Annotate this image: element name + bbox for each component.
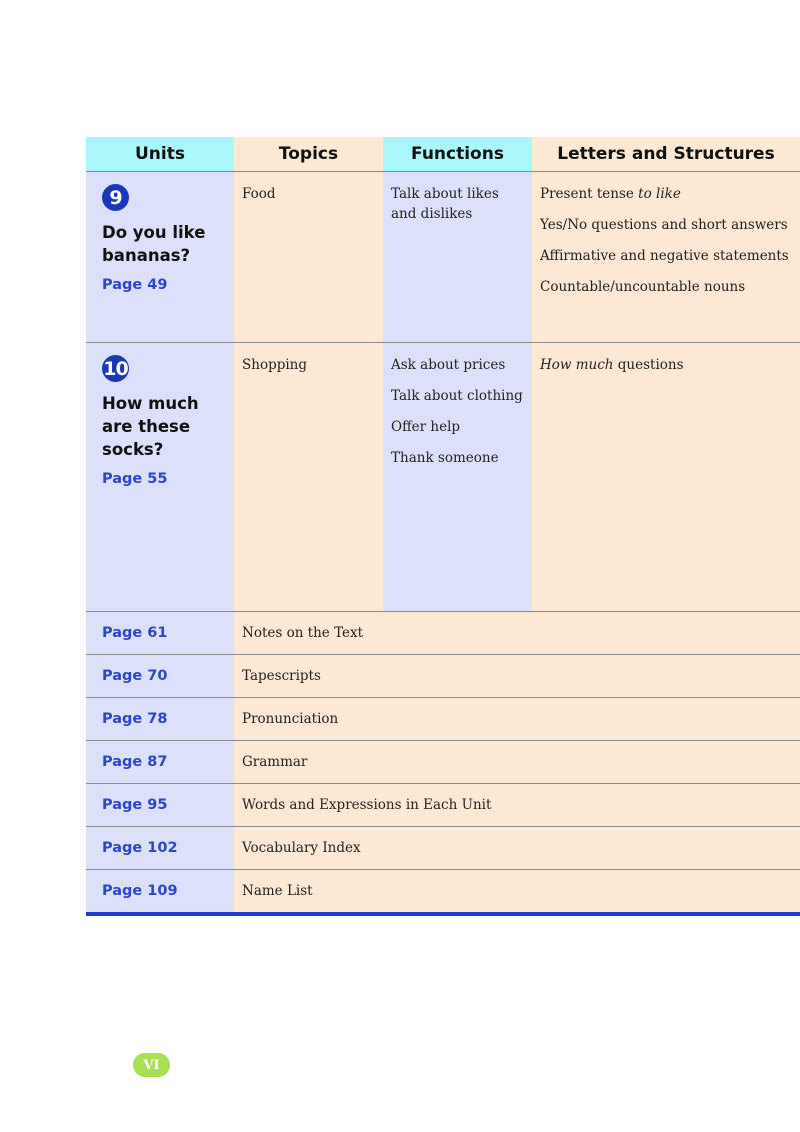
appendix-title: Name List	[234, 870, 800, 912]
table-bottom-rule	[86, 912, 800, 916]
appendix-page-link[interactable]: Page 61	[86, 612, 234, 654]
appendix-page-link[interactable]: Page 87	[86, 741, 234, 783]
unit-title: Do you like bananas?	[102, 223, 206, 265]
unit-number-badge: 10	[102, 355, 129, 382]
appendix-row	[86, 740, 800, 783]
functions-cell	[383, 343, 532, 611]
function-item: Offer help	[391, 419, 461, 435]
appendix-title: Notes on the Text	[234, 612, 800, 654]
appendix-row	[86, 869, 800, 912]
unit-number-badge: 9	[102, 184, 129, 211]
functions-cell	[383, 172, 532, 342]
structure-italic: How much	[540, 357, 614, 373]
structure-item: Yes/No questions and short answers	[540, 217, 788, 233]
unit-title: How much are these socks?	[102, 394, 199, 459]
function-item: Ask about prices	[391, 357, 506, 373]
function-item: Talk about clothing	[391, 388, 523, 404]
table-header	[86, 137, 800, 171]
function-item: Thank someone	[391, 450, 499, 466]
topic-text: Shopping	[242, 357, 308, 373]
header-letters-structures: Letters and Structures	[532, 137, 800, 171]
header-functions: Functions	[383, 137, 532, 171]
structure-item	[540, 355, 792, 375]
appendix-title: Grammar	[234, 741, 800, 783]
letters-structures-cell	[532, 172, 800, 342]
unit-cell	[86, 172, 234, 342]
header-topics: Topics	[234, 137, 383, 171]
appendix-row	[86, 654, 800, 697]
appendix-page-link[interactable]: Page 102	[86, 827, 234, 869]
appendix-title: Tapescripts	[234, 655, 800, 697]
unit-row	[86, 171, 800, 342]
header-units: Units	[86, 137, 234, 171]
appendix-title: Pronunciation	[234, 698, 800, 740]
topics-cell	[234, 172, 383, 342]
appendix-page-link[interactable]: Page 70	[86, 655, 234, 697]
appendix-title: Vocabulary Index	[234, 827, 800, 869]
appendix-row	[86, 826, 800, 869]
appendix-page-link[interactable]: Page 78	[86, 698, 234, 740]
structure-item: Countable/uncountable nouns	[540, 279, 746, 295]
function-item: Talk about likes and dislikes	[391, 186, 499, 222]
unit-page-link[interactable]: Page 55	[102, 471, 168, 487]
appendix-row	[86, 783, 800, 826]
unit-row	[86, 342, 800, 611]
appendix-page-link[interactable]: Page 109	[86, 870, 234, 912]
structure-italic: to like	[638, 186, 681, 202]
structure-text: Present tense	[540, 186, 639, 202]
appendix-page-link[interactable]: Page 95	[86, 784, 234, 826]
appendix-row	[86, 611, 800, 654]
topic-text: Food	[242, 186, 276, 202]
structure-text: questions	[613, 357, 684, 373]
unit-cell	[86, 343, 234, 611]
unit-page-link[interactable]: Page 49	[102, 277, 168, 293]
page-number-badge: VI	[133, 1053, 170, 1077]
appendix-title: Words and Expressions in Each Unit	[234, 784, 800, 826]
topics-cell	[234, 343, 383, 611]
structure-item: Affirmative and negative statements	[540, 248, 789, 264]
contents-table	[86, 137, 800, 916]
structure-item	[540, 184, 792, 204]
letters-structures-cell	[532, 343, 800, 611]
appendix-row	[86, 697, 800, 740]
